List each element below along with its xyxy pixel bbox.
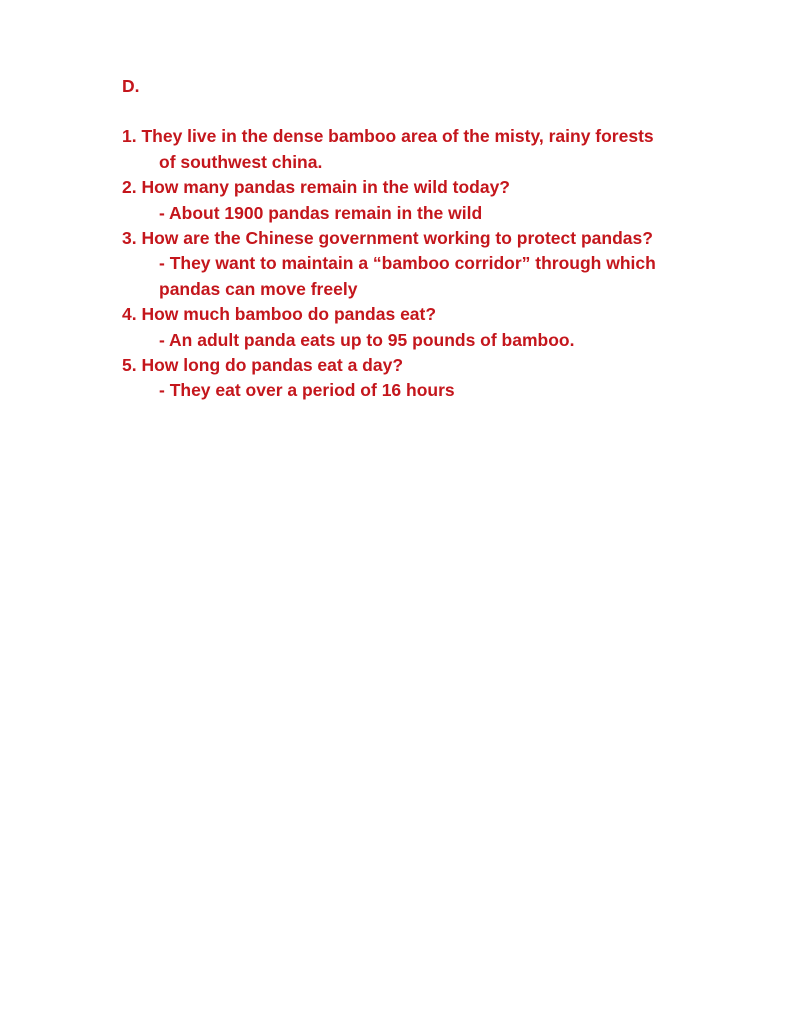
- answer-2-text: - About 1900 pandas remain in the wild: [159, 202, 483, 223]
- answer-4-text: - An adult panda eats up to 95 pounds of bamboo.: [159, 329, 575, 350]
- question-item-3: [122, 226, 762, 302]
- question-1-text: 1. They live in the dense bamboo area of the misty, rainy forests: [122, 126, 654, 147]
- question-1-continuation: of southwest china.: [159, 151, 323, 172]
- question-list: [122, 124, 762, 403]
- question-item-2: [122, 175, 762, 226]
- question-item-1: [122, 124, 762, 175]
- answer-3-continuation: pandas can move freely: [159, 278, 358, 299]
- answer-3-text: - They want to maintain a “bamboo corridor” through which: [159, 253, 656, 274]
- answer-5-text: - They eat over a period of 16 hours: [159, 380, 455, 401]
- question-item-4: [122, 302, 762, 353]
- question-2-text: 2. How many pandas remain in the wild today?: [122, 177, 510, 198]
- section-heading: D.: [122, 76, 140, 96]
- question-4-text: 4. How much bamboo do pandas eat?: [122, 304, 437, 325]
- question-3-text: 3. How are the Chinese government working to protect pandas?: [122, 228, 653, 249]
- question-item-5: [122, 353, 762, 404]
- answer-sheet: [122, 74, 762, 404]
- question-5-text: 5. How long do pandas eat a day?: [122, 355, 404, 376]
